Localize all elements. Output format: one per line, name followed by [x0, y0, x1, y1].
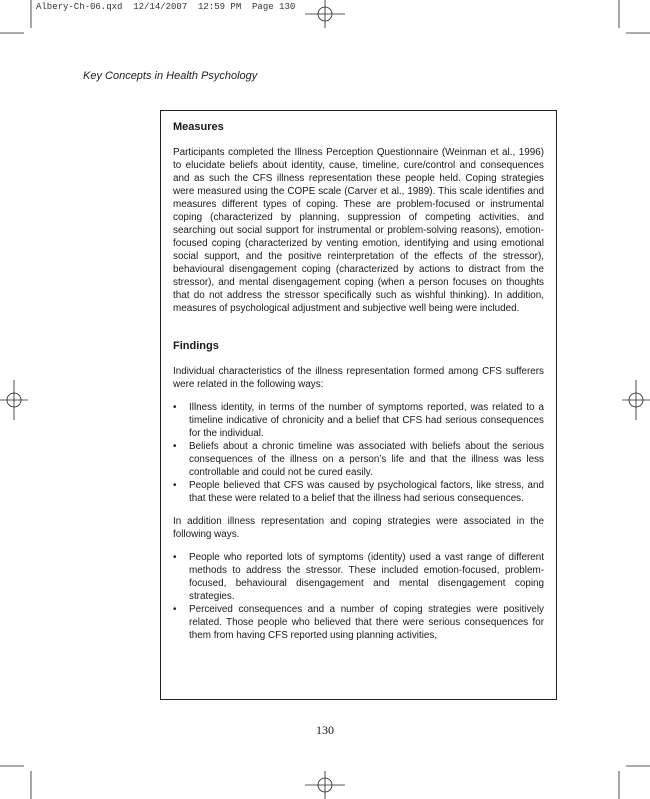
list-item: • Perceived consequences and a number of coping strategies were positively related. Those people who believed that there were serious consequences for them from having CFS reported using planning activities, [173, 604, 544, 641]
findings-list-coping [173, 551, 544, 642]
findings-heading: Findings [173, 340, 219, 352]
page-number: 130 [316, 723, 334, 737]
bullet: • [173, 402, 177, 413]
registration-mark-left [0, 380, 28, 420]
study-box [160, 110, 557, 700]
bullet: • [173, 480, 177, 491]
list-item: • People believed that CFS was caused by psychological factors, like stress, and that these were related to a belief that the illness had serious consequences. [173, 480, 544, 504]
findings-list-representation [173, 401, 544, 505]
bullet: • [173, 604, 177, 615]
findings-middle: In addition illness representation and coping strategies were associated in the following ways. [173, 516, 544, 540]
running-head: Key Concepts in Health Psychology [83, 70, 258, 82]
findings-intro: Individual characteristics of the illness representation formed among CFS sufferers were related in the following ways: [173, 366, 544, 390]
registration-mark-top [305, 0, 345, 28]
registration-mark-bottom [305, 771, 345, 799]
bullet: • [173, 441, 177, 452]
list-item: • Beliefs about a chronic timeline was associated with beliefs about the serious consequences of the illness on a person’s life and that the illness was less controllable and could not be cured easily. [173, 441, 544, 478]
printer-slug-line: Albery-Ch-06.qxd 12/14/2007 12:59 PM Page 130 [36, 2, 296, 12]
registration-mark-right [622, 380, 650, 420]
list-item: • Illness identity, in terms of the number of symptoms reported, was related to a timeline indicative of chronicity and a belief that CFS had serious consequences for the individual. [173, 402, 544, 439]
measures-heading: Measures [173, 121, 224, 133]
measures-paragraph: Participants completed the Illness Perception Questionnaire (Weinman et al., 1996) to elucidate beliefs about identity, cause, timeline, cure/control and consequences and as such the CFS illness representation these people held. Coping strategies were measured using the COPE scale (Carver et al., 1989). This scale identifies and measures different types of coping. These are problem-focused or instrumental coping (characterized by planning, suppression of competing activities, and searching out social support for instrumental or problem-solving reasons), emotion-focused coping (characterized by venting emotion, identifying and using emotional social support, and the positive reinterpretation of the effects of the stressor), behavioural disengagement coping (characterized by actions to distract from the stressor), and mental disengagement coping (when a person focuses on thoughts that do not address the stressor specifically such as wishful thinking). In addition, measures of psychological adjustment and subjective well being were included. [173, 147, 544, 314]
list-item: • People who reported lots of symptoms (identity) used a vast range of different methods to address the stressor. These included emotion-focused, problem-focused, behavioural disengagement and mental disengagement coping strategies. [173, 552, 544, 602]
bullet: • [173, 552, 177, 563]
